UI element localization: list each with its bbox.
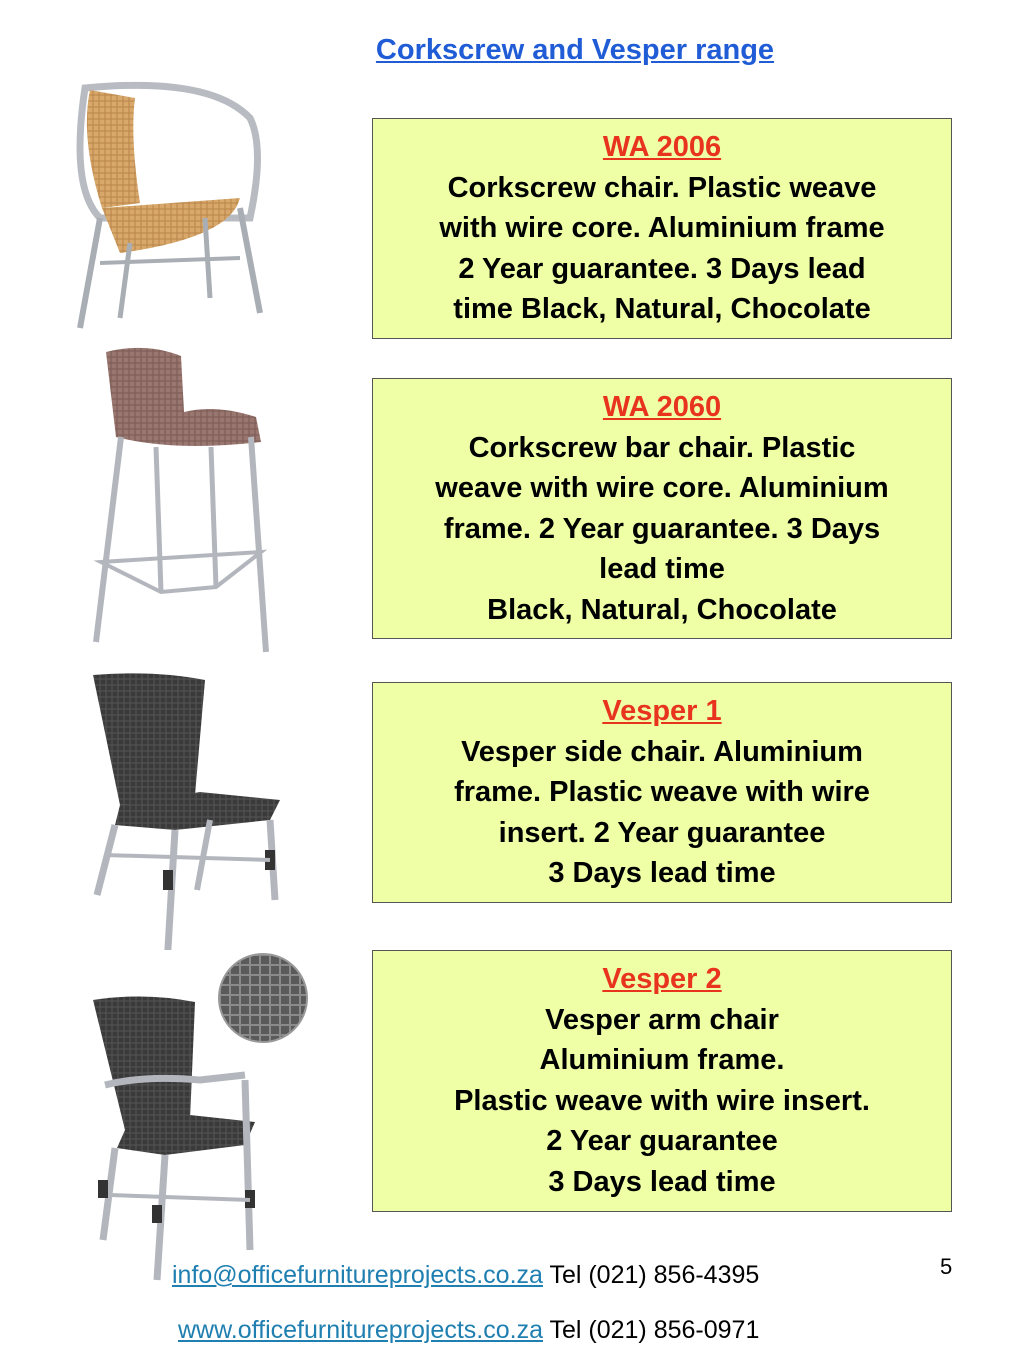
phone-number: Tel (021) 856-0971 [549, 1316, 760, 1344]
product-desc-line: 3 Days lead time [548, 857, 776, 889]
product-code: WA 2006 [602, 131, 722, 163]
product-box-wa-2060 [372, 378, 952, 639]
product-desc-line: lead time [599, 553, 725, 585]
website-link[interactable]: www.officefurnitureprojects.co.za [178, 1316, 543, 1344]
product-code: Vesper 1 [602, 695, 722, 727]
product-desc-line: with wire core. Aluminium frame [439, 212, 885, 244]
side-chair-image [85, 670, 295, 970]
product-desc-line: Plastic weave with wire insert. [454, 1084, 870, 1117]
product-desc-line: Corkscrew bar chair. Plastic [468, 431, 856, 464]
product-box-wa-2006 [372, 118, 952, 339]
product-desc-line: 3 Days lead time [548, 1165, 776, 1198]
product-desc-line: Vesper arm chair [545, 1003, 779, 1036]
product-desc-line: Vesper side chair. Aluminium [461, 735, 863, 768]
product-desc-line: Aluminium frame. [539, 1044, 785, 1076]
product-desc-line: frame. Plastic weave with wire [454, 776, 870, 808]
email-link[interactable]: info@officefurnitureprojects.co.za [172, 1261, 543, 1289]
product-desc-line: 2 Year guarantee [546, 1125, 778, 1157]
page-title: Corkscrew and Vesper range [375, 34, 775, 66]
product-box-vesper-2 [372, 950, 952, 1212]
product-code: WA 2060 [602, 391, 722, 423]
phone-number: Tel (021) 856-4395 [549, 1261, 760, 1289]
product-desc-line: insert. 2 Year guarantee [498, 816, 826, 849]
rattan-armchair-image [60, 68, 290, 340]
product-desc-line: time Black, Natural, Chocolate [453, 293, 871, 325]
product-desc-line: 2 Year guarantee. 3 Days lead [458, 252, 866, 285]
product-desc-line: Black, Natural, Chocolate [487, 593, 837, 626]
product-desc-line: weave with wire core. Aluminium [435, 472, 889, 504]
contact-line-email [172, 1261, 759, 1290]
product-desc-line: frame. 2 Year guarantee. 3 Days [443, 512, 881, 545]
page-number: 5 [940, 1254, 953, 1279]
product-desc-line: Corkscrew chair. Plastic weave [447, 171, 877, 204]
bar-stool-image [66, 342, 286, 668]
contact-line-web [178, 1316, 759, 1345]
product-box-vesper-1 [372, 682, 952, 903]
arm-chair-image [85, 950, 315, 1285]
product-code: Vesper 2 [602, 963, 722, 995]
